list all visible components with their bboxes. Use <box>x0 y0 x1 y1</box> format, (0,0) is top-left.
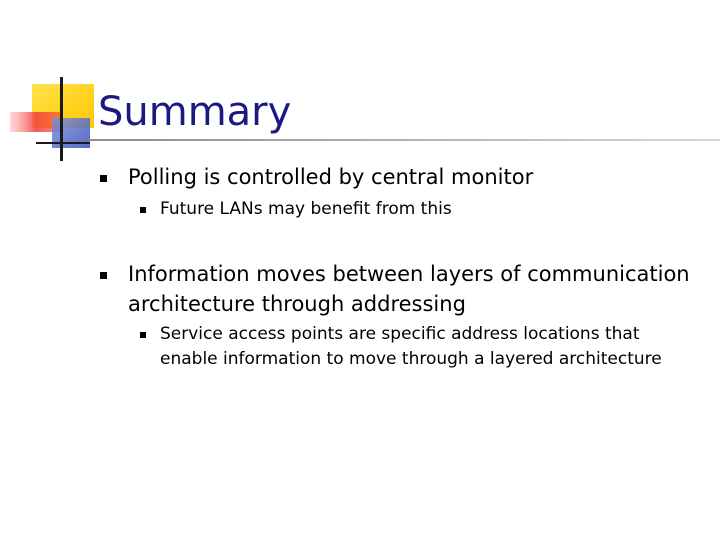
bullet-text: Polling is controlled by central monitor <box>128 165 534 189</box>
sub-bullet-marker <box>140 332 146 338</box>
slide-title: Summary <box>98 89 292 135</box>
bullet-marker <box>100 272 107 279</box>
sub-bullet-text: Future LANs may benefit from this <box>160 199 452 219</box>
horizontal-line <box>36 142 90 144</box>
sub-bullet-text-line: enable information to move through a layered architecture <box>160 349 662 369</box>
sub-bullet-marker <box>140 207 146 213</box>
bullet-text-line: architecture through addressing <box>128 292 466 316</box>
bullet-marker <box>100 175 107 182</box>
bullet-text-line: Information moves between layers of communication <box>128 262 690 286</box>
title-divider <box>88 139 720 141</box>
vertical-line <box>60 77 63 161</box>
sub-bullet-text-line: Service access points are specific address locations that <box>160 324 640 344</box>
